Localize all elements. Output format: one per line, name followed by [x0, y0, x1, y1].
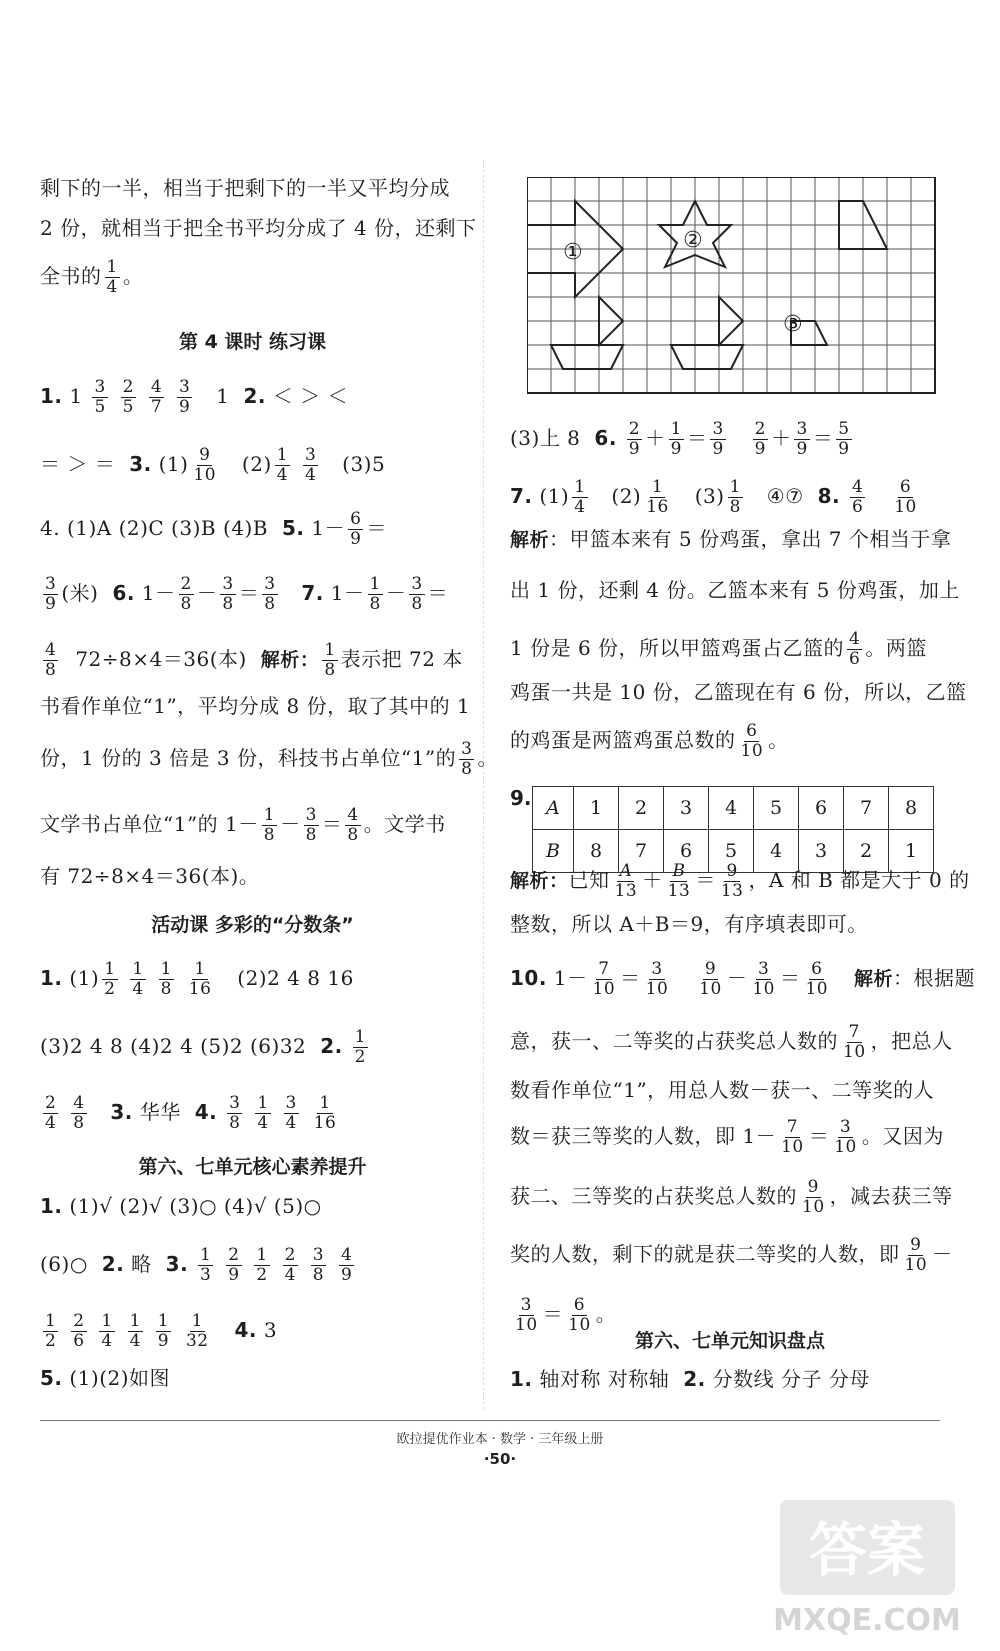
text-line: 剩下的一半，相当于把剩下的一半又平均分成 — [40, 176, 450, 200]
table-cell: 5 — [754, 787, 799, 830]
table-cell: 7 — [844, 787, 889, 830]
answer-line: 10. 1－ $\frac{7}{10}$ ＝ $\frac{3}{10}$ $\frac{9}{10}$ － $\frac{3}{10}$ ＝ $\frac{6}{10}$ 解析：根据题 — [510, 959, 975, 999]
text-line: 2 份，就相当于把全书平均分成了 4 份，还剩下 — [40, 216, 477, 240]
text-line: 解析：甲篮本来有 5 份鸡蛋，拿出 7 个相当于拿 — [510, 527, 952, 551]
text-line: 出 1 份，还剩 4 份。乙篮本来有 5 份鸡蛋，加上 — [510, 578, 960, 602]
shape-base-left — [551, 345, 623, 369]
table-cell: 3 — [799, 830, 844, 873]
label-2: ② — [683, 228, 703, 253]
answer-table — [532, 786, 934, 873]
question-9-label: 9. — [510, 786, 532, 810]
section-heading: 活动课 多彩的“分数条” — [151, 914, 354, 936]
label-3: ③ — [783, 312, 803, 337]
text-line: 鸡蛋一共是 10 份，乙篮现在有 6 份，所以，乙篮 — [510, 680, 967, 704]
text-line: 份，1 份的 3 倍是 3 份，科技书占单位“1”的 $\frac{3}{8}$ 。 — [40, 739, 498, 779]
table-cell: B — [533, 830, 574, 873]
answer-line: (6)○ 2. 略 3. $\frac{1}{3}$ $\frac{2}{9}$ $\frac{1}{2}$ $\frac{2}{4}$ $\frac{3}{8}$ $\frac{4}{9}$ — [40, 1245, 353, 1285]
page-number: ·50· — [483, 1450, 517, 1468]
answer-line: (3)2 4 8 (4)2 4 (5)2 (6)32 2. $\frac{1}{2}$ — [40, 1027, 366, 1067]
section-heading: 第六、七单元核心素养提升 — [138, 1156, 367, 1178]
table-cell: 7 — [619, 830, 664, 873]
table-row — [533, 787, 934, 830]
answer-line: 1. (1)√ (2)√ (3)○ (4)√ (5)○ — [40, 1194, 322, 1218]
label-1: ① — [563, 240, 583, 265]
section-heading: 第 4 课时 练习课 — [178, 331, 327, 353]
text-line: $\frac{3}{10}$ ＝ $\frac{6}{10}$ 。 — [515, 1295, 617, 1335]
column-divider — [483, 160, 484, 1410]
table-cell: 2 — [844, 830, 889, 873]
answer-line: 1. 1 $\frac{3}{5}$ $\frac{2}{5}$ $\frac{4}{7}$ $\frac{3}{9}$ 1 2. ＜ ＞ ＜ — [40, 377, 349, 417]
table-cell: 1 — [889, 830, 934, 873]
section-heading: 第六、七单元知识盘点 — [634, 1330, 825, 1352]
answer-line: $\frac{1}{2}$ $\frac{2}{6}$ $\frac{1}{4}$ $\frac{1}{4}$ $\frac{1}{9}$ $\frac{1}{32}$ 4. 3 — [45, 1311, 278, 1351]
text-line: 数看作单位“1”，用总人数－获一、二等奖的人 — [510, 1078, 935, 1102]
answer-line: 5. (1)(2)如图 — [40, 1366, 171, 1390]
svg-text:MXQE.COM: MXQE.COM — [773, 1603, 961, 1638]
table-cell: 3 — [664, 787, 709, 830]
text-line: 有 72÷8×4＝36(本)。 — [40, 864, 260, 888]
answer-line: $\frac{2}{4}$ $\frac{4}{8}$ 3. 华华 4. $\frac{3}{8}$ $\frac{1}{4}$ $\frac{3}{4}$ $\frac{1}{16}$ — [45, 1093, 337, 1133]
text-line: 意，获一、二等奖的占获奖总人数的 $\frac{7}{10}$ ，把总人 — [510, 1022, 953, 1062]
table-cell: A — [533, 787, 574, 830]
answer-line: $\frac{3}{9}$ (米) 6. 1－ $\frac{2}{8}$ － $\frac{3}{8}$ ＝ $\frac{3}{8}$ 7. 1－ $\frac{1}{8}$ － $\frac{3}{8}$ ＝ — [45, 574, 449, 614]
answer-line: 4. (1)A (2)C (3)B (4)B 5. 1－ $\frac{6}{9}$ ＝ — [40, 509, 387, 549]
text-line: 1 份是 6 份，所以甲篮鸡蛋占乙篮的 $\frac{4}{6}$ 。两篮 — [510, 629, 927, 669]
text-line: 的鸡蛋是两篮鸡蛋总数的 $\frac{6}{10}$ 。 — [510, 721, 789, 761]
text-line: 文学书占单位“1”的 1－ $\frac{1}{8}$ － $\frac{3}{8}$ ＝ $\frac{4}{8}$ 。文学书 — [40, 805, 446, 845]
svg-text:答案: 答案 — [808, 1516, 926, 1584]
table-cell: 1 — [574, 787, 619, 830]
table-cell: 8 — [889, 787, 934, 830]
answer-line: $\frac{4}{8}$ 72÷8×4＝36(本) 解析： $\frac{1}{8}$ 表示把 72 本 — [45, 640, 463, 680]
text-line: 全书的 $\frac{1}{4}$ 。 — [40, 257, 144, 297]
text-line: 书看作单位“1”，平均分成 8 份，取了其中的 1 — [40, 694, 471, 718]
text-line: 解析：已知 $\frac{A}{13}$ ＋ $\frac{B}{13}$ ＝ $\frac{9}{13}$ ，A 和 B 都是大于 0 的 — [510, 861, 970, 901]
table-cell: 2 — [619, 787, 664, 830]
answer-line: 7. (1) $\frac{1}{4}$ (2) $\frac{1}{16}$ (3) $\frac{1}{8}$ ④⑦ 8. $\frac{4}{6}$ $\frac{6}{10}$ — [510, 477, 917, 517]
text-line: 数＝获三等奖的人数，即 1－ $\frac{7}{10}$ ＝ $\frac{3}{10}$ 。又因为 — [510, 1117, 944, 1157]
text-line: 整数，所以 A＋B＝9，有序填表即可。 — [510, 912, 868, 936]
footer-title: 欧拉提优作业本 · 数学 · 三年级上册 — [396, 1432, 604, 1447]
text-line: 奖的人数，剩下的就是获二等奖的人数，即 $\frac{9}{10}$ － — [510, 1235, 953, 1275]
shape-base-right — [671, 345, 743, 369]
answer-line: 1. (1) $\frac{1}{2}$ $\frac{1}{4}$ $\frac{1}{8}$ $\frac{1}{16}$ (2)2 4 8 16 — [40, 959, 354, 999]
text-line: 获二、三等奖的占获奖总人数的 $\frac{9}{10}$ ，减去获三等 — [510, 1177, 953, 1217]
answer-line: 1. 轴对称 对称轴 2. 分数线 分子 分母 — [510, 1367, 870, 1391]
grid-figure — [527, 177, 939, 399]
table-cell: 6 — [664, 830, 709, 873]
watermark-logo — [760, 1490, 970, 1645]
footer-rule — [40, 1420, 940, 1421]
table-cell: 4 — [709, 787, 754, 830]
answer-line: ＝ ＞ ＝ 3. (1) $\frac{9}{10}$ (2) $\frac{1}{4}$ $\frac{3}{4}$ (3)5 — [40, 445, 386, 485]
table-cell: 8 — [574, 830, 619, 873]
answer-line: (3)上 8 6. $\frac{2}{9}$ ＋ $\frac{1}{9}$ ＝ $\frac{3}{9}$ $\frac{2}{9}$ ＋ $\frac{3}{9}$ ＝ $\frac{5}{9}$ — [510, 419, 850, 459]
table-cell: 5 — [709, 830, 754, 873]
table-cell: 6 — [799, 787, 844, 830]
table-cell: 4 — [754, 830, 799, 873]
